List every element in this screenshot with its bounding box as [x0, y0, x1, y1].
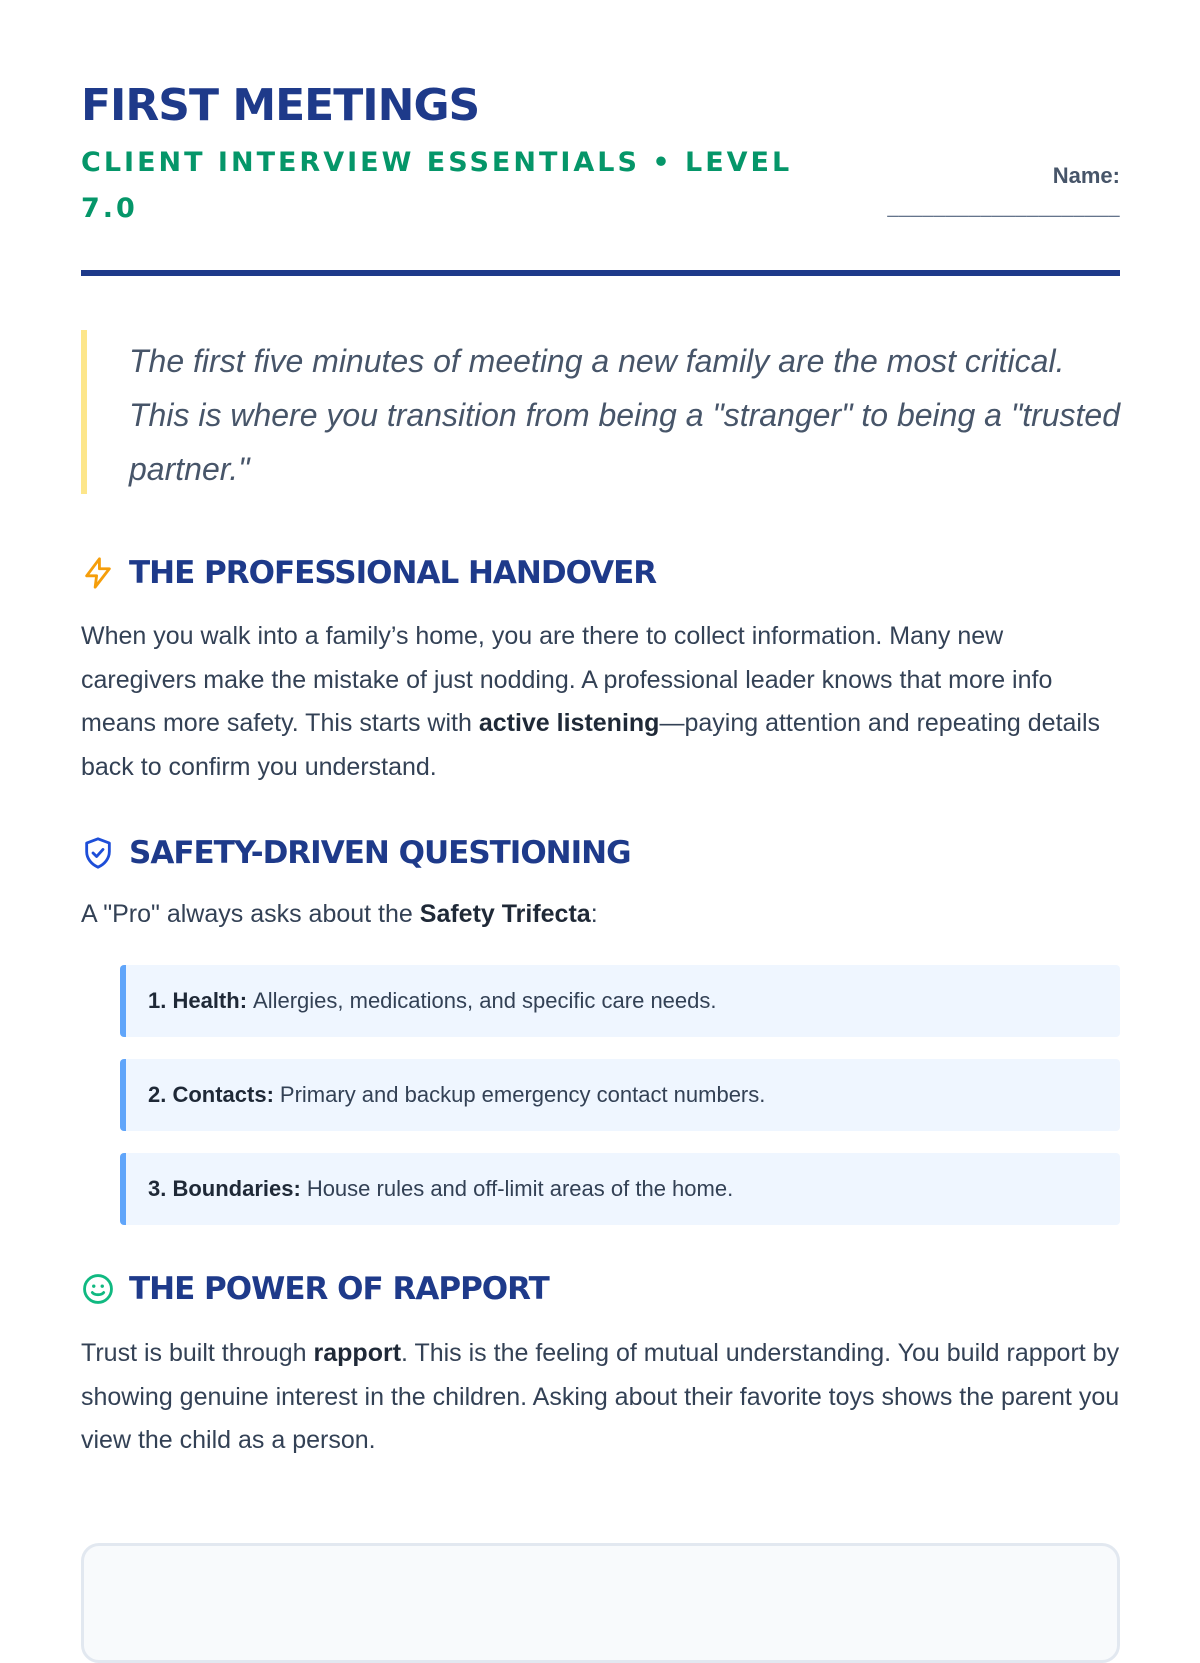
para-text: : — [590, 900, 598, 928]
list-item — [120, 1153, 1120, 1225]
smiley-icon — [81, 1272, 115, 1306]
list-item-label: 2. Contacts: — [148, 1082, 274, 1107]
para-text: A "Pro" always asks about the — [81, 900, 420, 928]
para-text: —paying attention and repeating details back to confirm you understand. — [81, 709, 1101, 781]
name-field — [888, 162, 1120, 219]
para-text: When you walk into a family’s home, you are there to collect information. Many new caregivers make the mistake of just nodding. A professional leader knows that more info means more safety. This starts with — [81, 622, 1053, 737]
list-item-label: 1. Health: — [148, 988, 248, 1013]
para-text: Trust is built through — [81, 1339, 314, 1367]
section-paragraph-rapport — [81, 1332, 1120, 1463]
section-heading-questioning — [81, 833, 631, 873]
name-label: Name: — [1052, 163, 1120, 188]
section-title: THE PROFESSIONAL HANDOVER — [129, 555, 657, 591]
section-paragraph-handover — [81, 615, 1120, 789]
lightning-icon — [81, 556, 115, 590]
list-item — [120, 965, 1120, 1037]
list-item-text: Primary and backup emergency contact numbers. — [279, 1082, 766, 1107]
list-item-text: Allergies, medications, and specific care needs. — [253, 988, 717, 1013]
page-title: FIRST MEETINGS — [81, 80, 480, 131]
shield-check-icon — [81, 836, 115, 870]
name-blank-line: ____________________ — [887, 196, 1120, 218]
header-divider — [81, 270, 1120, 276]
list-item-text: House rules and off-limit areas of the home. — [306, 1176, 734, 1201]
section-paragraph-questioning — [81, 893, 1120, 937]
para-bold: active listening — [478, 709, 660, 737]
section-title: SAFETY-DRIVEN QUESTIONING — [129, 835, 631, 871]
page-subtitle: CLIENT INTERVIEW ESSENTIALS • LEVEL 7.0 — [81, 147, 793, 224]
bottom-card — [81, 1543, 1120, 1663]
quote-text: The first five minutes of meeting a new family are the most critical. This is where you transition from being a "stranger" to being a "trusted partner." — [129, 343, 1121, 487]
section-title: THE POWER OF RAPPORT — [129, 1271, 549, 1307]
section-heading-handover — [81, 553, 656, 593]
intro-quote — [81, 330, 1120, 494]
section-heading-rapport — [81, 1269, 549, 1309]
list-item — [120, 1059, 1120, 1131]
trifecta-list — [120, 965, 1120, 1247]
list-item-label: 3. Boundaries: — [148, 1176, 301, 1201]
header — [81, 78, 1120, 224]
para-text: . This is the feeling of mutual understanding. You build rapport by showing genuine interest in the children. Asking about their favorite toys shows the parent you view the child as a person. — [81, 1339, 1120, 1454]
para-bold: Safety Trifecta — [419, 900, 591, 928]
para-bold: rapport — [313, 1339, 402, 1367]
